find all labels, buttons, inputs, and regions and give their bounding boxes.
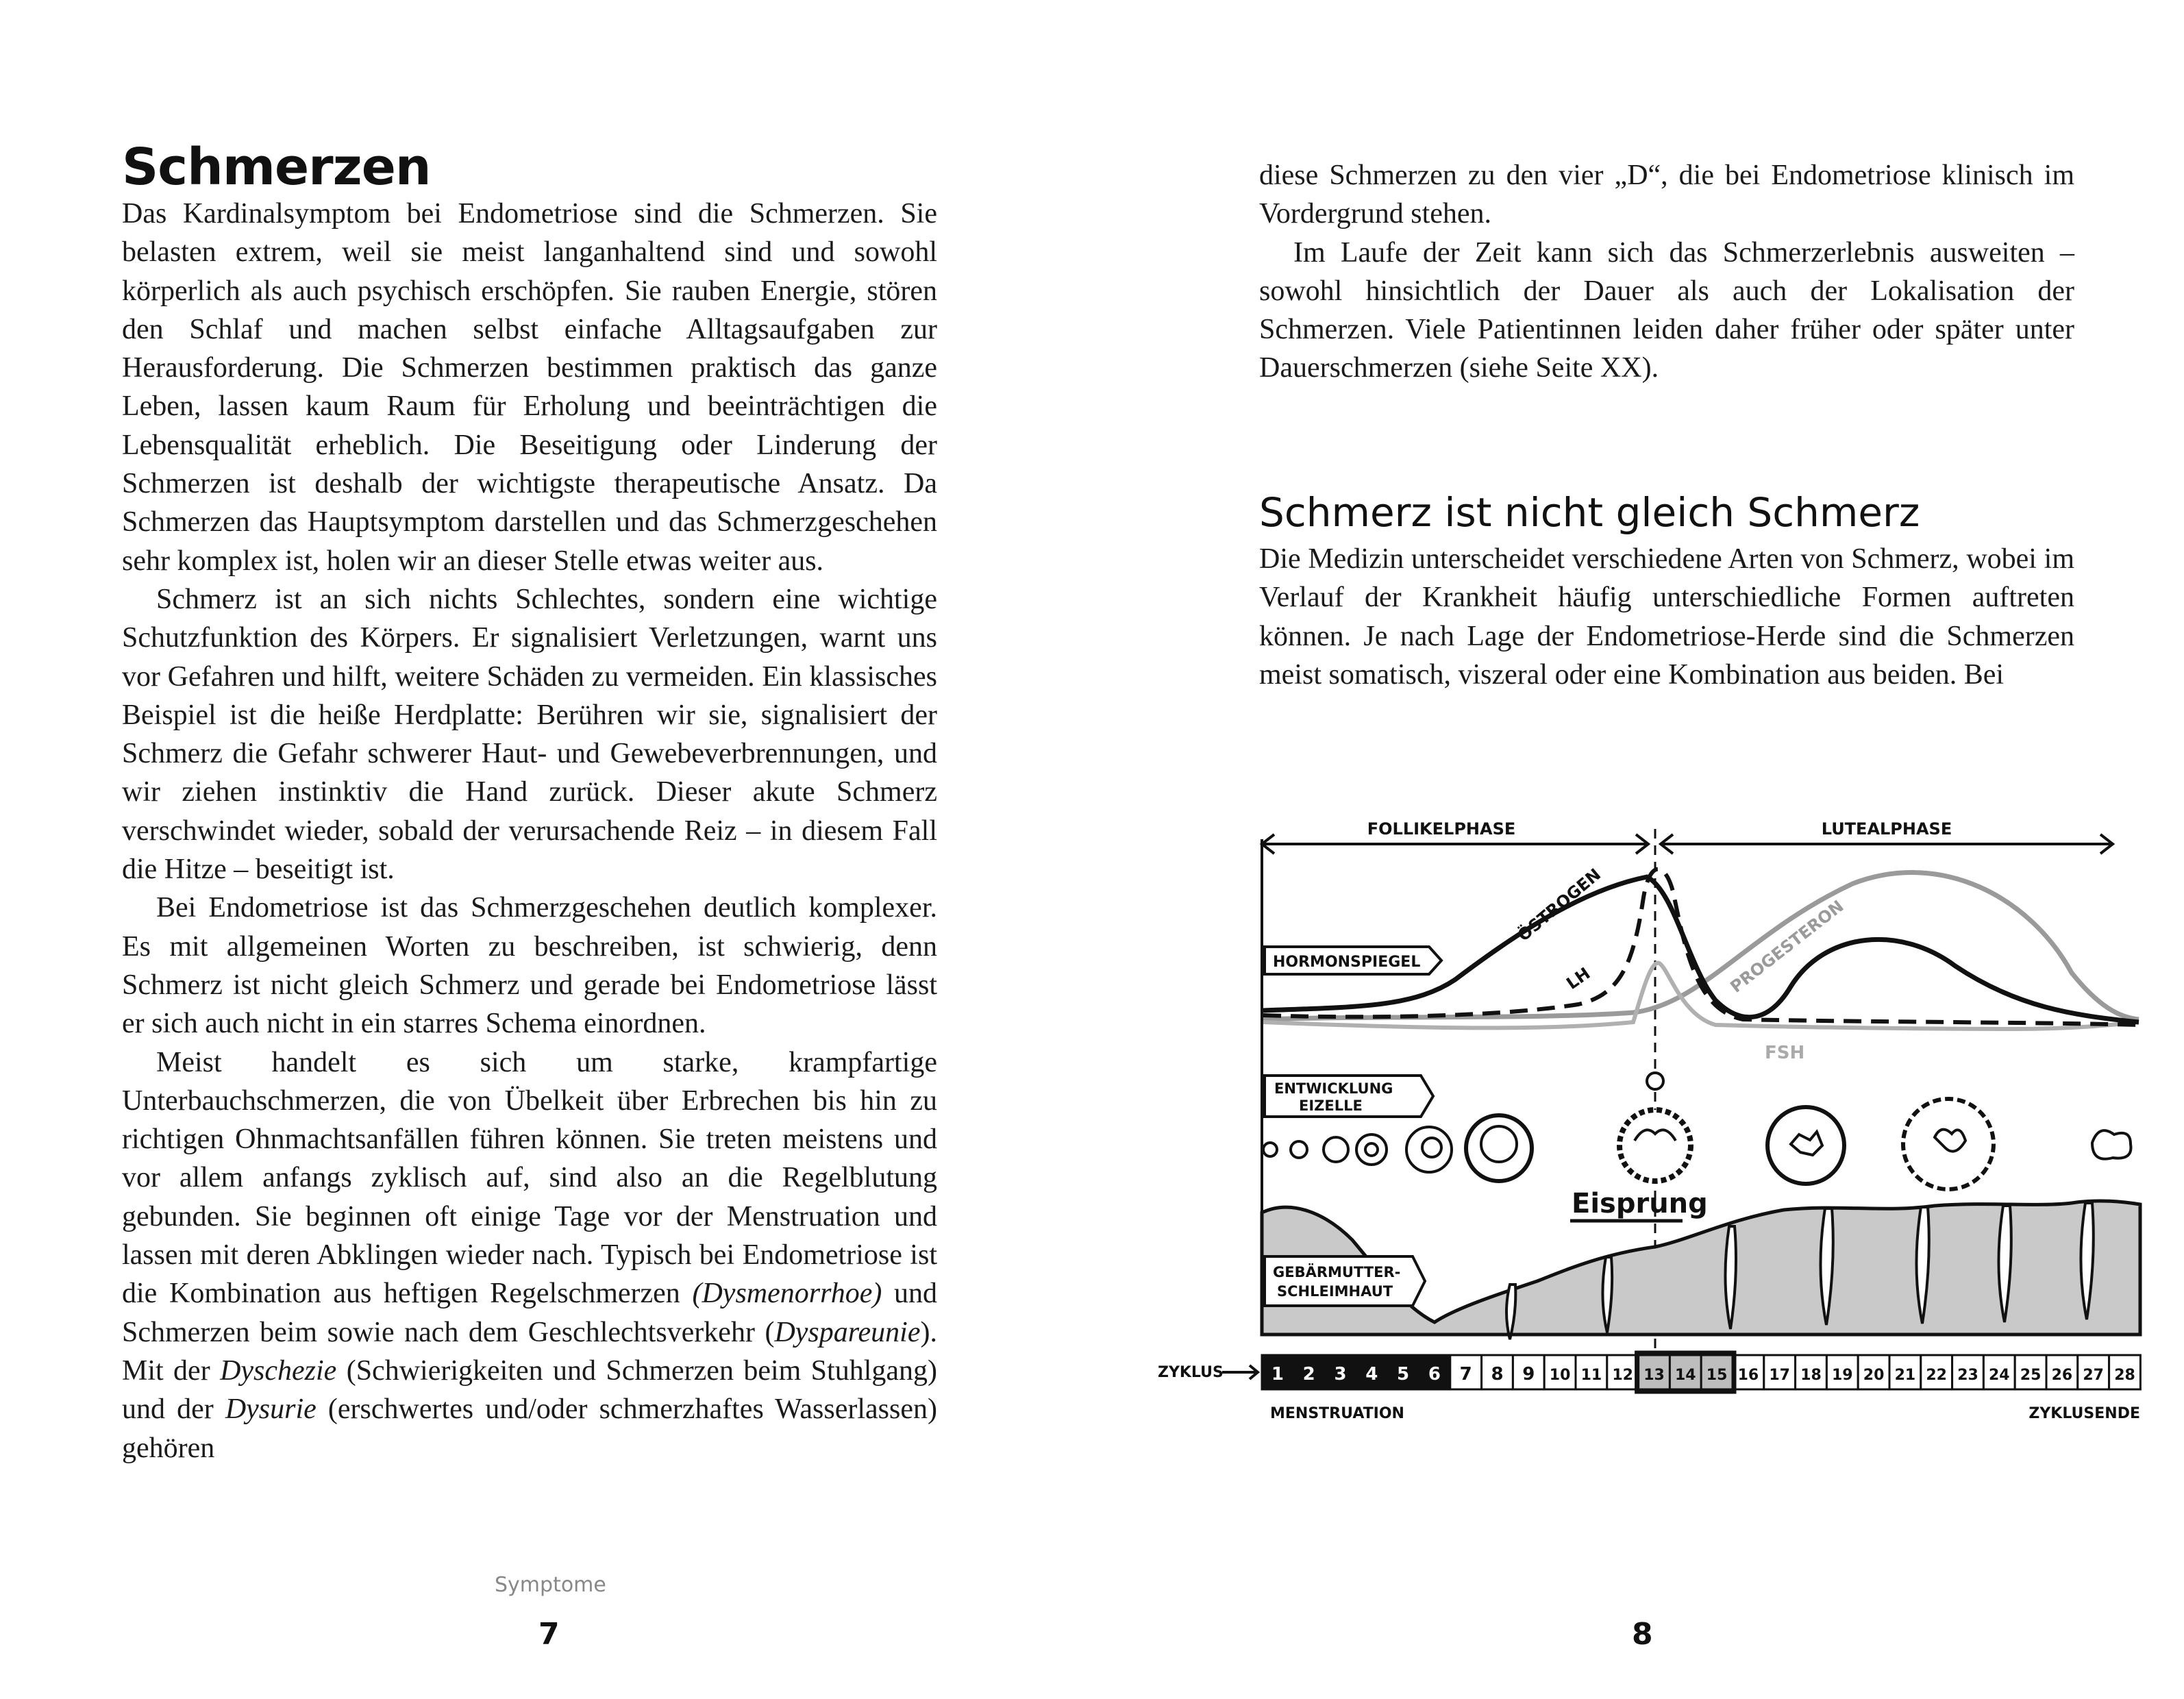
text-run: (Schwierigkeiten und Schmerzen beim Stuhlgang) und der bbox=[122, 1354, 937, 1426]
cycle-day-label: 6 bbox=[1428, 1364, 1441, 1385]
menstruation-label: MENSTRUATION bbox=[1270, 1405, 1404, 1422]
paragraph: Die Medizin unterscheidet verschiedene Arten von Schmerz, wobei im Verlauf der Krankheit häufig unterschiedliche Formen auftreten können. Je nach Lage der Endometriose-Herde sind die Schmerzen meist somatisch, viszeral oder eine Kombination aus beiden. Bei bbox=[1259, 543, 2074, 691]
term: (Dysmenorrhoe) bbox=[692, 1278, 882, 1310]
paragraph: Das Kardinalsymptom bei Endometriose sind die Schmerzen. Sie belasten extrem, weil sie meist langanhaltend sind und sowohl körperlich als auch psychisch erschöpfen. Sie rauben Energie, stören den Schlaf und machen selbst einfache Alltagsaufgaben zur Herausforderung. Die Schmerzen bestimmen praktisch das ganze Leben, lassen kaum Raum für Erholung und beeinträchtigen die Lebensqualität erheblich. Die Beseitigung oder Linderung der Schmerzen ist deshalb der wichtigste therapeutische Ansatz. Da Schmerzen das Hauptsymptom darstellen und das Schmerzgeschehen sehr komplex ist, holen wir an dieser Stelle etwas weiter aus. bbox=[122, 198, 937, 577]
cycle-day-label: 16 bbox=[1737, 1367, 1759, 1384]
cycle-day-label: 7 bbox=[1459, 1364, 1472, 1385]
text-run: (erschwertes und/oder schmerzhaftes Wasserlassen) gehören bbox=[122, 1393, 937, 1464]
paragraph: diese Schmerzen zu den vier „D“, die bei Endometriose klinisch im Vordergrund stehen. bbox=[1259, 160, 2074, 230]
cycle-day-label: 2 bbox=[1302, 1364, 1315, 1385]
cycle-day-label: 1 bbox=[1271, 1364, 1284, 1385]
row-label-egg-development: ENTWICKLUNG bbox=[1274, 1080, 1393, 1097]
curve-label-estrogen: ÖSTROGEN bbox=[1513, 865, 1605, 945]
paragraph: Im Laufe der Zeit kann sich das Schmerzerlebnis ausweiten – sowohl hinsichtlich der Dauer als auch der Lokalisation der Schmerzen. Viele Patientinnen leiden daher früher oder später unter Dauerschmerzen (siehe Seite XX). bbox=[1259, 236, 2074, 384]
curve-label-lh: LH bbox=[1563, 963, 1594, 993]
cycle-day-label: 26 bbox=[2051, 1367, 2073, 1384]
term: Dyschezie bbox=[220, 1354, 337, 1387]
section-heading: Schmerzen bbox=[122, 138, 431, 197]
right-body-text bbox=[1259, 540, 2074, 694]
phase-label-follicular: FOLLIKELPHASE bbox=[1367, 819, 1516, 839]
cycle-day-label: 5 bbox=[1397, 1364, 1410, 1385]
text-run: ). Mit der bbox=[122, 1316, 937, 1387]
cycle-day-label: 21 bbox=[1894, 1367, 1916, 1384]
page-number: 8 bbox=[1632, 1617, 1653, 1652]
cycle-end-label: ZYKLUSENDE bbox=[2028, 1405, 2140, 1422]
row-label-endometrium: GEBÄRMUTTER- bbox=[1273, 1264, 1401, 1280]
cycle-day-label: 13 bbox=[1643, 1367, 1665, 1384]
cycle-day-label: 25 bbox=[2020, 1367, 2042, 1384]
term: Dysurie bbox=[225, 1393, 317, 1426]
cycle-day-label: 3 bbox=[1334, 1364, 1347, 1385]
cycle-day-label: 27 bbox=[2083, 1367, 2105, 1384]
paragraph bbox=[122, 1043, 937, 1467]
cycle-illustration bbox=[1158, 802, 2147, 1439]
cycle-day-label: 10 bbox=[1549, 1367, 1571, 1384]
term: Dyspareunie bbox=[774, 1316, 921, 1348]
ovulation-label: Eisprung bbox=[1572, 1188, 1708, 1219]
text-run: und Schmerzen beim sowie nach dem Geschlechtsverkehr ( bbox=[122, 1278, 938, 1348]
cycle-day-label: 12 bbox=[1612, 1367, 1634, 1384]
cycle-day-label: 8 bbox=[1491, 1364, 1504, 1385]
cycle-day-label: 24 bbox=[1988, 1367, 2010, 1384]
cycle-day-label: 20 bbox=[1863, 1367, 1885, 1384]
left-body-text bbox=[122, 195, 937, 1467]
curve-label-fsh: FSH bbox=[1765, 1043, 1805, 1063]
text-run: Meist handelt es sich um starke, krampfartige Unterbauchschmerzen, die von Übelkeit über Erbrechen bis hin zu richtigen Ohnmachtsanfällen führen können. Sie treten meistens und vor allem anfangs zyklisch auf, sind also an die Regelblutung gebunden. Sie beginnen oft einige Tage vor der Menstruation und lassen mit deren Abklingen wieder nach. Typisch bei Endometriose ist die Kombination aus heftigen Regelschmerzen bbox=[122, 1046, 937, 1310]
right-page bbox=[1092, 0, 2184, 1699]
running-head: Symptome bbox=[495, 1573, 606, 1597]
page-number: 7 bbox=[538, 1617, 560, 1652]
cycle-label: ZYKLUS bbox=[1158, 1364, 1224, 1381]
cycle-day-label: 23 bbox=[1957, 1367, 1978, 1384]
cycle-day-label: 18 bbox=[1800, 1367, 1822, 1384]
phase-label-luteal: LUTEALPHASE bbox=[1821, 819, 1952, 839]
cycle-arrow bbox=[1222, 1365, 1258, 1379]
cycle-day-label: 11 bbox=[1580, 1367, 1602, 1384]
curve-label-progesterone: PROGESTERON bbox=[1726, 896, 1848, 997]
cycle-day-label: 22 bbox=[1926, 1367, 1948, 1384]
cycle-day-label: 19 bbox=[1831, 1367, 1853, 1384]
right-top-text bbox=[1259, 156, 2074, 388]
cycle-day-strip bbox=[1222, 1353, 2140, 1391]
cycle-day-label: 9 bbox=[1522, 1364, 1535, 1385]
cycle-day-label: 15 bbox=[1706, 1367, 1728, 1384]
paragraph: Bei Endometriose ist das Schmerzgeschehen deutlich komplexer. Es mit allgemeinen Worten zu beschreiben, ist schwierig, denn Schmerz ist nicht gleich Schmerz und gerade bei Endometriose lässt er sich auch nicht in ein starres Schema einordnen. bbox=[122, 892, 937, 1040]
paragraph: Schmerz ist an sich nichts Schlechtes, sondern eine wichtige Schutzfunktion des Körpers. Er signalisiert Verletzungen, warnt uns vor Gefahren und hilft, weitere Schäden zu vermeiden. Ein klassisches Beispiel ist die heiße Herdplatte: Berühren wir sie, signalisiert der Schmerz die Gefahr schwerer Haut- und Gewebeverbrennungen, und wir ziehen instinktiv die Hand zurück. Dieser akute Schmerz verschwindet wieder, sobald der verursachende Reiz – in diesem Fall die Hitze – beseitigt ist. bbox=[122, 583, 937, 886]
cycle-day-label: 28 bbox=[2114, 1367, 2135, 1384]
row-label-endometrium-2: SCHLEIMHAUT bbox=[1277, 1283, 1393, 1300]
cycle-day-label: 4 bbox=[1365, 1364, 1378, 1385]
subsection-heading: Schmerz ist nicht gleich Schmerz bbox=[1259, 489, 1920, 536]
row-label-egg-cell: EIZELLE bbox=[1299, 1097, 1363, 1114]
cycle-day-label: 17 bbox=[1769, 1367, 1791, 1384]
cycle-day-label: 14 bbox=[1674, 1367, 1696, 1384]
row-label-hormones: HORMONSPIEGEL bbox=[1273, 954, 1421, 971]
